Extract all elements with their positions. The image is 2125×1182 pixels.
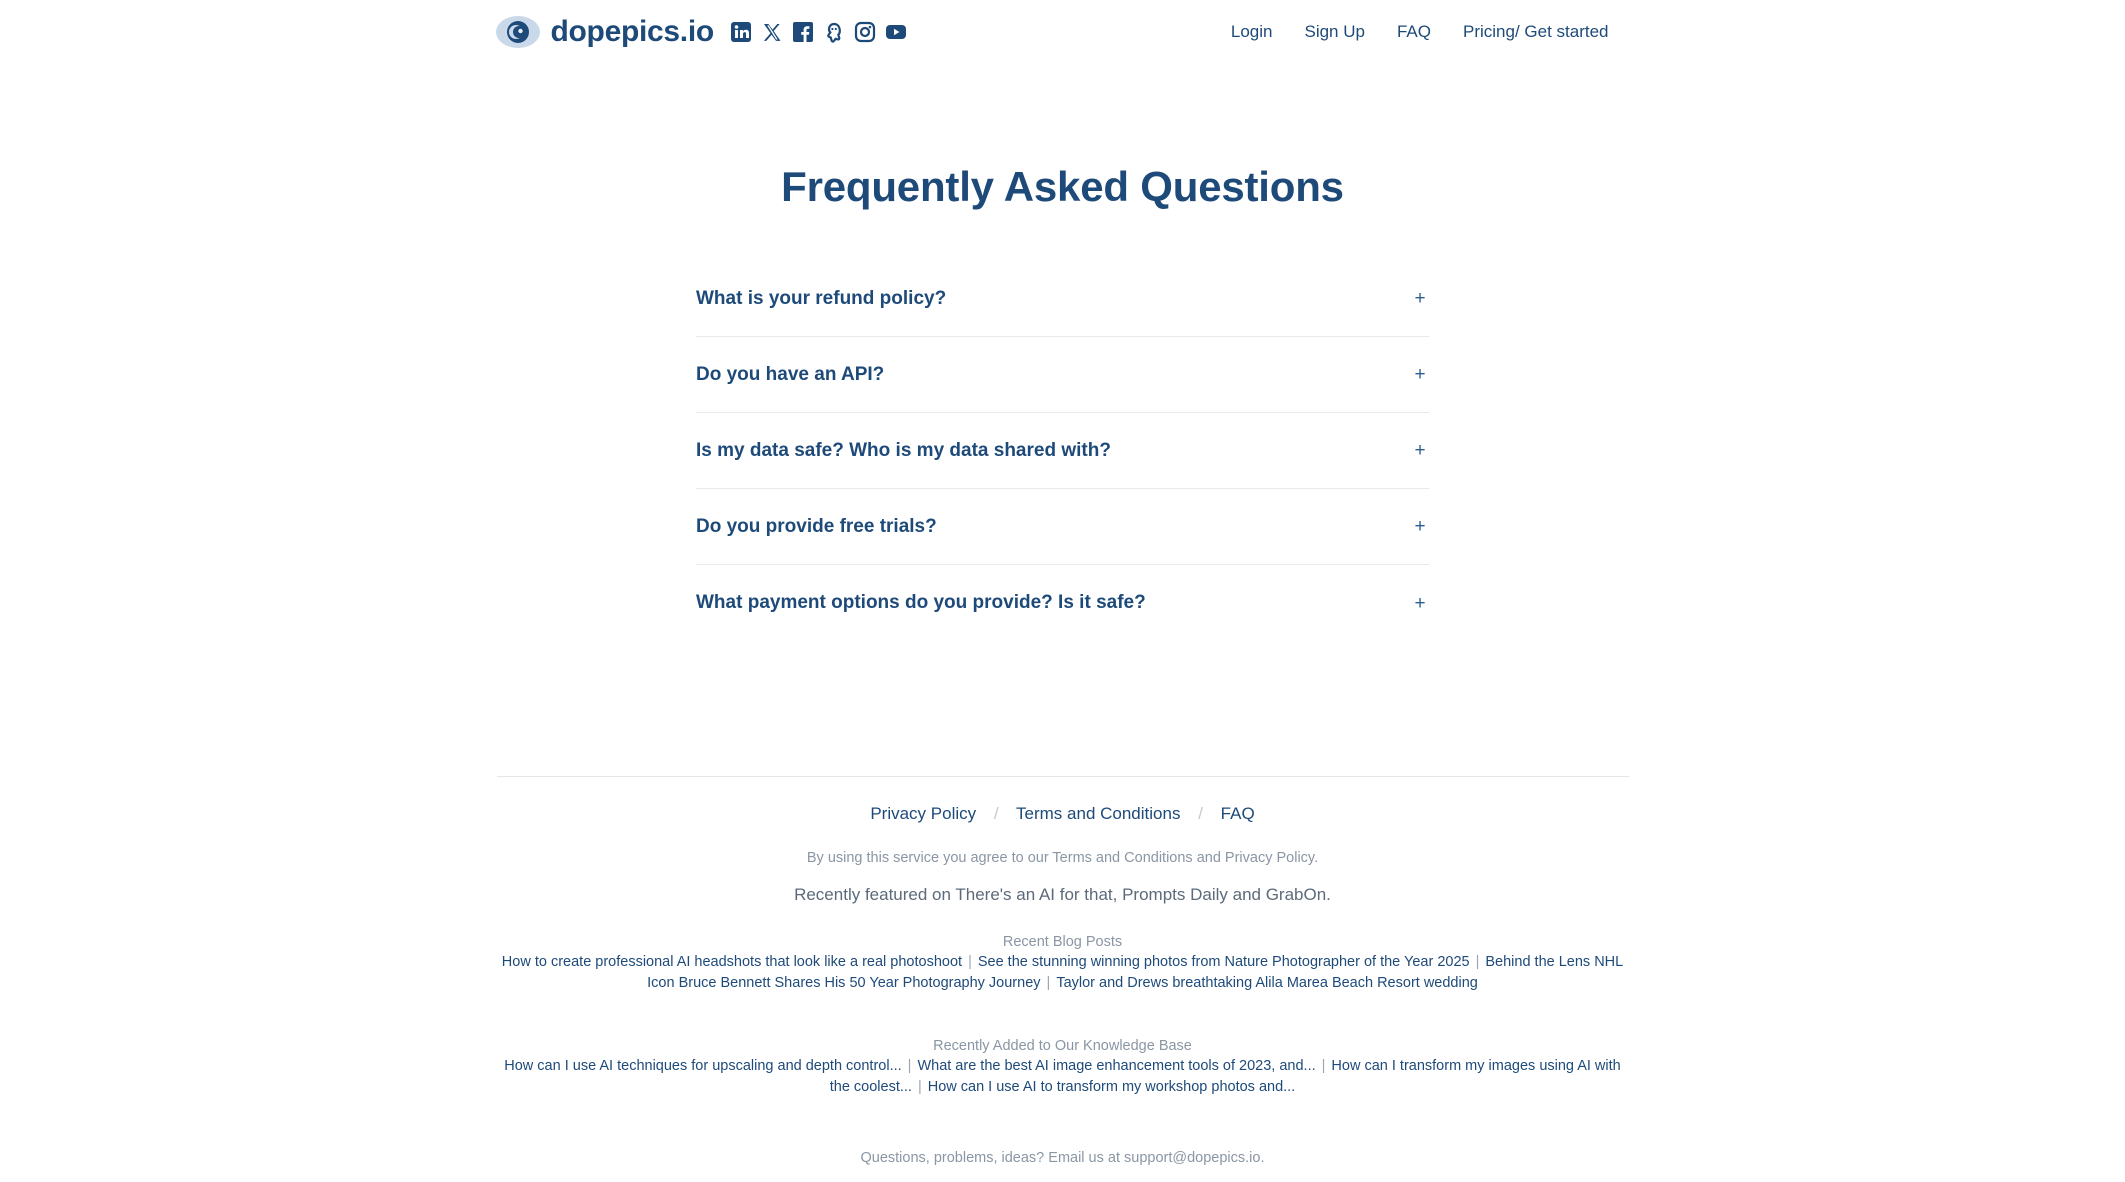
expand-plus-icon[interactable]: + (1414, 516, 1426, 537)
expand-plus-icon[interactable]: + (1414, 364, 1426, 385)
pipe-separator: | (968, 954, 972, 970)
faq-item-payment[interactable] (696, 565, 1429, 641)
faq-question[interactable]: What is your refund policy? (696, 287, 947, 309)
kb-section-label: Recently Added to Our Knowledge Base (933, 1038, 1192, 1054)
featured-text: Recently featured on There's an AI for that, Prompts Daily and GrabOn. (794, 885, 1331, 904)
linkedin-icon[interactable] (730, 21, 752, 43)
faq-item-refund[interactable] (696, 261, 1429, 337)
pipe-separator: | (917, 1079, 922, 1095)
blog-post-link[interactable]: See the stunning winning photos from Nature Photographer of the Year 2025 (977, 954, 1470, 970)
contact-text: Questions, problems, ideas? Email us at support@dopepics.io. (860, 1150, 1265, 1166)
social-links (730, 21, 907, 43)
kb-article-link[interactable]: How can I use AI to transform my workshop photos and... (927, 1079, 1296, 1095)
faq-question[interactable]: Do you provide free trials? (696, 515, 937, 537)
blog-posts-list (497, 952, 1629, 994)
blog-post-link[interactable]: How to create professional AI headshots that look like a real photoshoot (501, 954, 963, 970)
blog-post-link[interactable]: Taylor and Drews breathtaking Alila Marea Beach Resort wedding (1056, 975, 1478, 991)
kb-article-link[interactable]: How can I transform my images using AI with the coolest... (829, 1058, 1621, 1095)
brand-name[interactable]: dopepics.io (550, 15, 714, 48)
link-separator: / (1198, 804, 1203, 823)
brand (495, 15, 907, 49)
nav-signup-link[interactable]: Sign Up (1304, 22, 1365, 41)
pipe-separator: | (1046, 975, 1051, 991)
kb-article-link[interactable]: How can I use AI techniques for upscaling and depth control... (504, 1058, 902, 1074)
faq-accordion (696, 261, 1429, 641)
blog-post-link[interactable]: Behind the Lens NHL Icon Bruce Bennett Shares His 50 Year Photography Journey (647, 954, 1624, 991)
expand-plus-icon[interactable]: + (1414, 592, 1426, 614)
nav-login-link[interactable]: Login (1230, 22, 1273, 41)
terms-agreement-text: By using this service you agree to our Terms and Conditions and Privacy Policy. (806, 850, 1319, 866)
hugging-face-icon[interactable] (823, 21, 845, 43)
footer-links (497, 804, 1629, 824)
site-header (497, 0, 1629, 64)
faq-item-api[interactable] (696, 337, 1429, 413)
pipe-separator: | (907, 1058, 912, 1074)
pipe-separator: | (1321, 1058, 1326, 1074)
faq-question[interactable]: What payment options do you provide? Is it safe? (696, 592, 1146, 613)
kb-list (497, 1056, 1629, 1098)
instagram-icon[interactable] (854, 21, 876, 43)
expand-plus-icon[interactable]: + (1414, 440, 1426, 461)
youtube-icon[interactable] (885, 21, 907, 43)
nav-pricing-link[interactable]: Pricing/ Get started (1462, 22, 1609, 41)
privacy-policy-link[interactable]: Privacy Policy (870, 804, 977, 823)
footer-faq-link[interactable]: FAQ (1220, 804, 1255, 823)
x-icon[interactable] (761, 21, 783, 43)
terms-link[interactable]: Terms and Conditions (1016, 804, 1181, 823)
footer-divider (497, 776, 1629, 777)
blog-section-label: Recent Blog Posts (1002, 934, 1123, 950)
faq-item-data-safety[interactable] (696, 413, 1429, 489)
main-nav (1231, 22, 1609, 42)
kb-article-link[interactable]: What are the best AI image enhancement tools of 2023, and... (917, 1058, 1316, 1074)
faq-question[interactable]: Is my data safe? Who is my data shared with? (696, 439, 1111, 461)
facebook-icon[interactable] (792, 21, 814, 43)
pipe-separator: | (1475, 954, 1480, 970)
nav-faq-link[interactable]: FAQ (1396, 22, 1431, 41)
page-title: Frequently Asked Questions (781, 163, 1344, 210)
expand-plus-icon[interactable]: + (1414, 288, 1426, 309)
faq-item-free-trials[interactable] (696, 489, 1429, 565)
link-separator: / (993, 804, 999, 823)
eye-logo-icon[interactable] (495, 15, 541, 49)
faq-question[interactable]: Do you have an API? (696, 363, 885, 385)
